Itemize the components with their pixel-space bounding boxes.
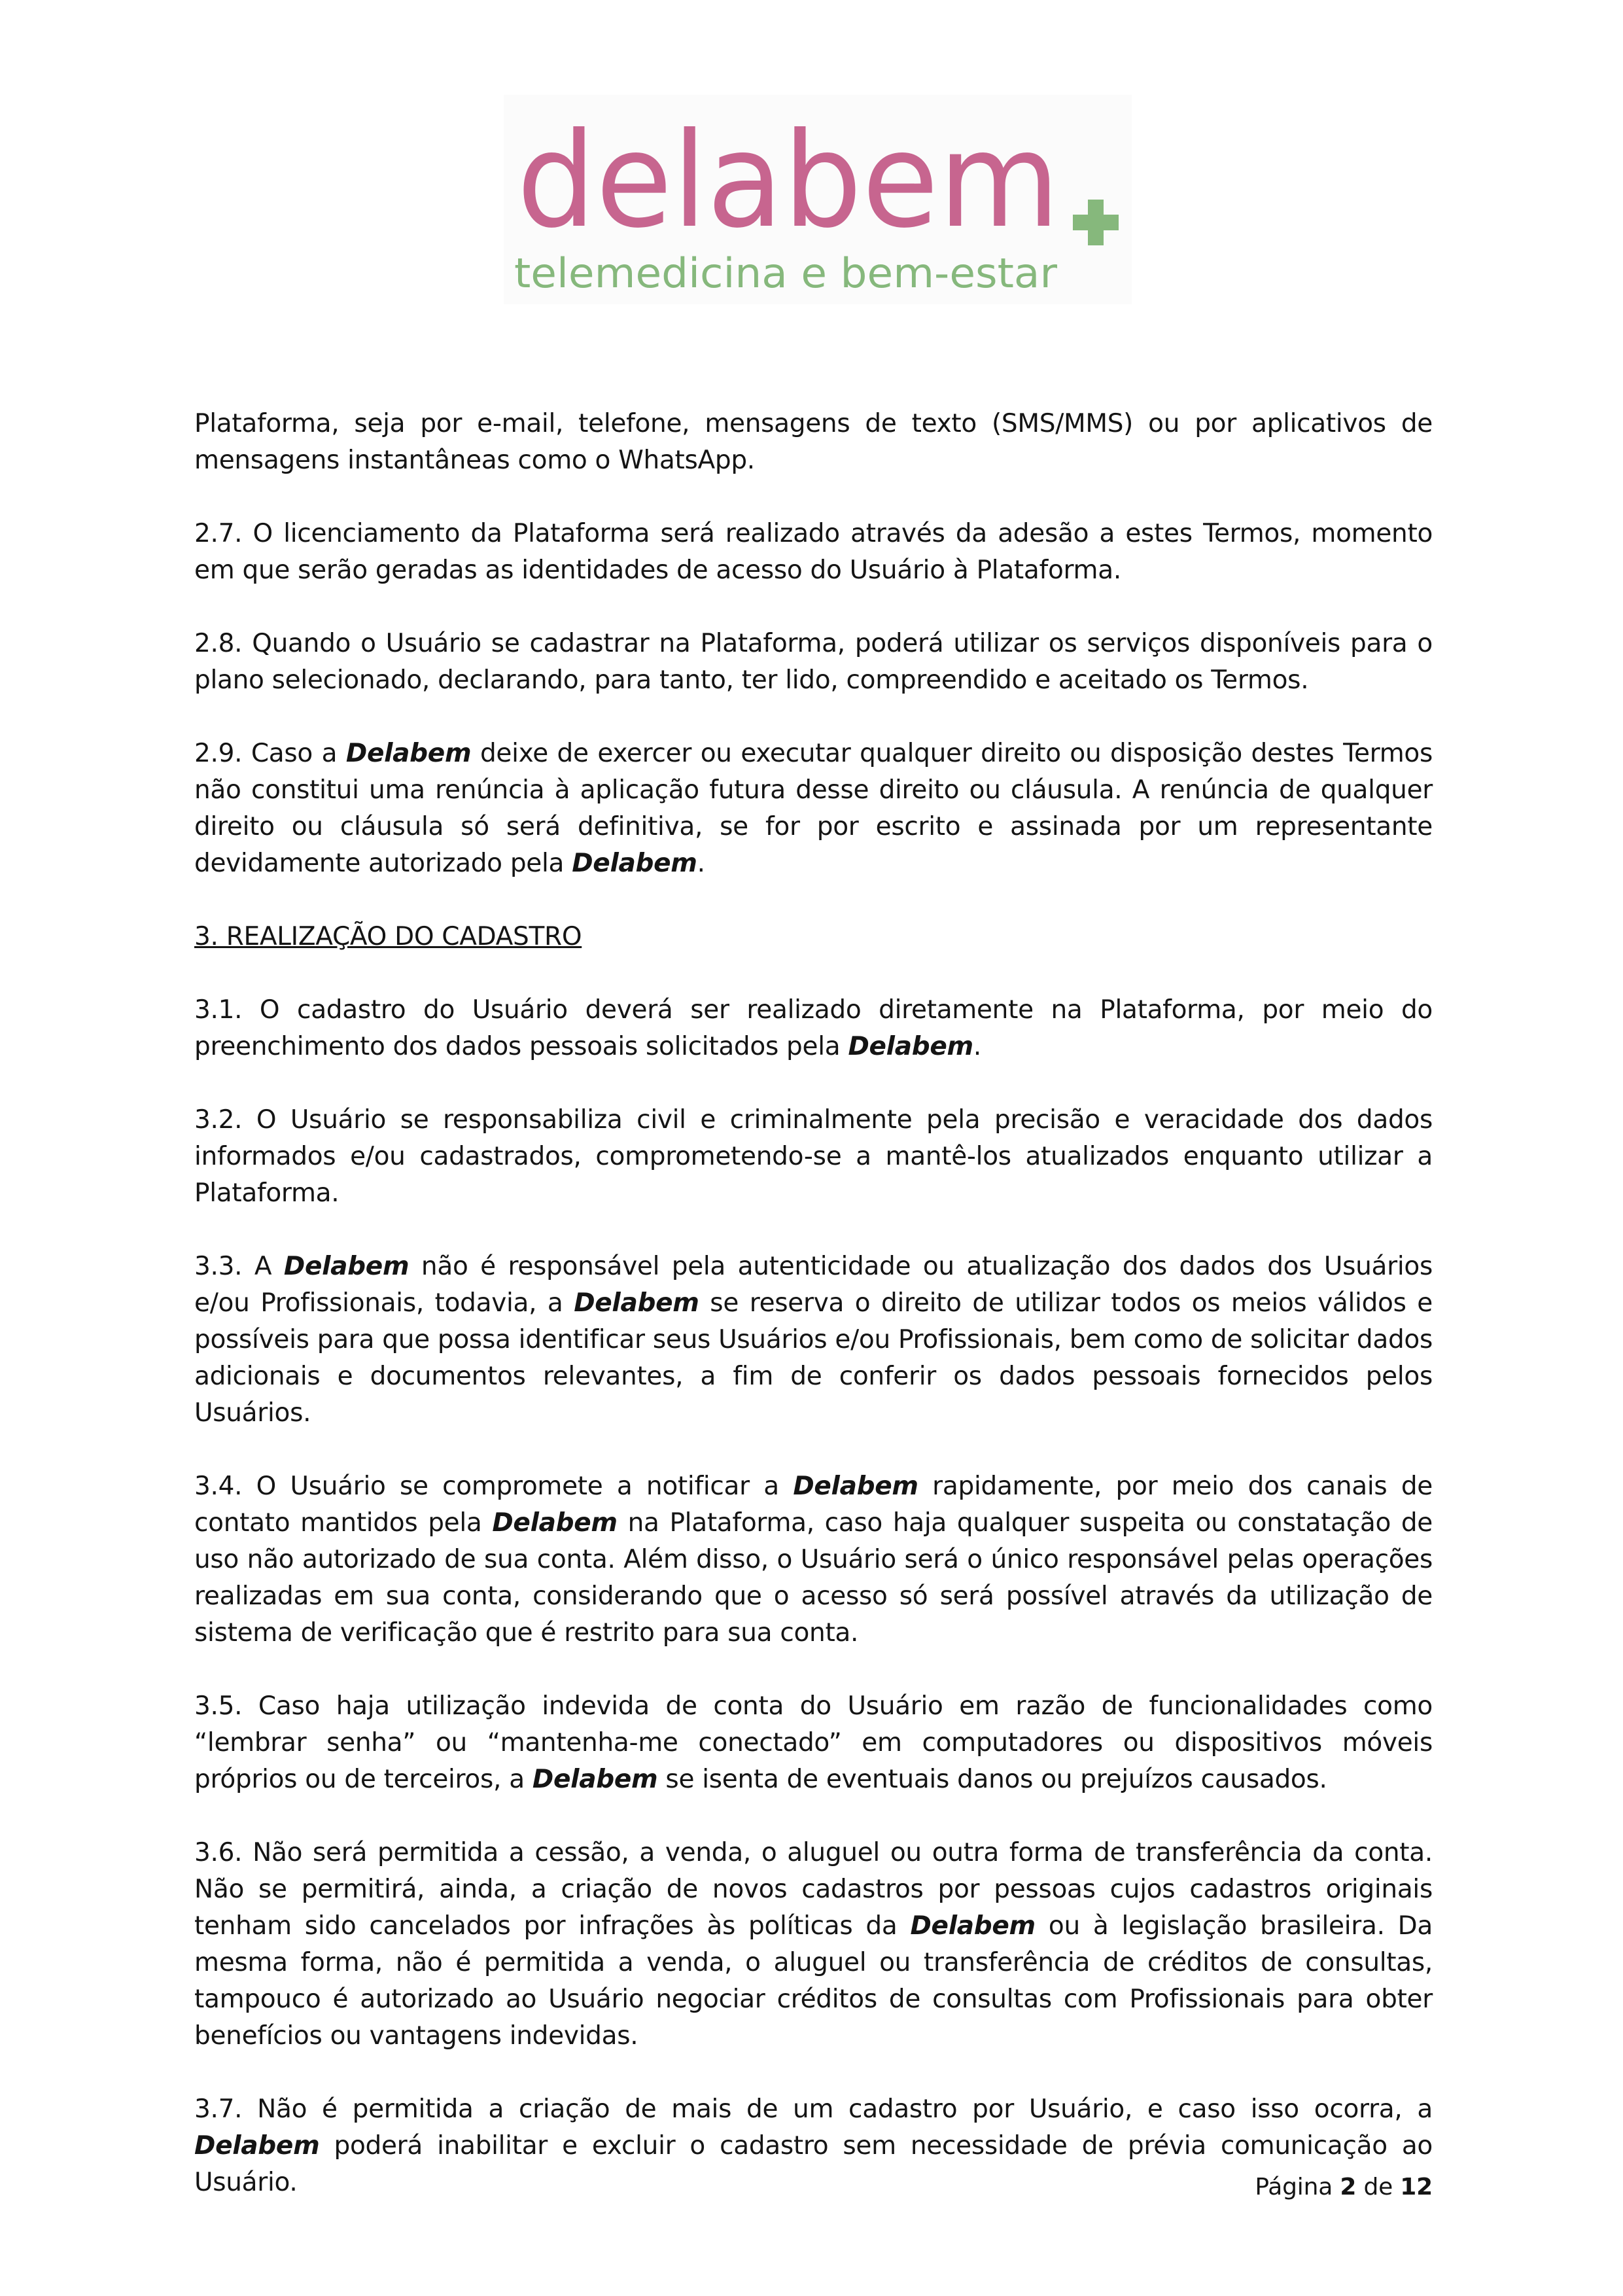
paragraph (194, 1468, 1433, 1651)
paragraph-text: Plataforma, seja por e-mail, telefone, mensagens de texto (SMS/MMS) ou por aplicativos de mensagens instantâneas como o WhatsApp. (194, 409, 1433, 475)
paragraph-text: . (973, 1032, 981, 1061)
paragraph (194, 626, 1433, 699)
page-number (1255, 2171, 1433, 2204)
paragraph (194, 735, 1433, 882)
paragraph-text: rapidamente, por meio dos canais de contato mantidos pela (194, 1472, 1433, 1538)
paragraph-text: 3.7. Não é permitida a criação de mais de um cadastro por Usuário, e caso isso ocorra, a (194, 2094, 1433, 2124)
logo-wordmark (504, 95, 1132, 252)
logo-wordmark-text: delabem (517, 105, 1060, 252)
paragraph-text: se isenta de eventuais danos ou prejuízos causados. (657, 1765, 1327, 1794)
paragraph-text: deixe de exercer ou executar qualquer direito ou disposição destes Termos não constitui uma renúncia à aplicação futura desse direito ou cláusula. A renúncia de qualquer direito ou cláusula só será definitiva, se for por escrito e assinada por um representante devidamente autorizado pela (194, 739, 1433, 878)
brand-name: Delabem (345, 739, 472, 768)
paragraph (194, 1688, 1433, 1798)
paragraph-text: 3.4. O Usuário se compromete a notificar a (194, 1472, 794, 1501)
delabem-logo (504, 95, 1132, 304)
paragraph (194, 992, 1433, 1065)
paragraph-text: 2.7. O licenciamento da Plataforma será realizado através da adesão a estes Termos, momento em que serão geradas as identidades de acesso do Usuário à Plataforma. (194, 519, 1433, 585)
paragraph-text: 3.6. Não será permitida a cessão, a venda, o aluguel ou outra forma de transferência da conta. Não se permitirá, ainda, a criação de novos cadastros por pessoas cujos cadastros originais tenham sido cancelados por infrações às políticas da (194, 1838, 1433, 1941)
paragraph-text: 2.9. Caso a (194, 739, 346, 768)
paragraph (194, 516, 1433, 589)
paragraph-text: 3.5. Caso haja utilização indevida de conta do Usuário em razão de funcionalidades como “lembrar senha” ou “mantenha-me conectado” em computadores ou dispositivos móveis próprios ou de terceiros, a (194, 1691, 1433, 1794)
logo-tagline (504, 247, 1132, 299)
paragraph (194, 1835, 1433, 2055)
page-number-prefix: Página (1255, 2174, 1340, 2200)
paragraph (194, 406, 1433, 479)
paragraph (194, 1248, 1433, 1432)
brand-name: Delabem (532, 1765, 658, 1794)
paragraph-text: ou à legislação brasileira. Da mesma forma, não é permitida a venda, o aluguel ou transferência de créditos de consultas, tampouco é autorizado ao Usuário negociar créditos de consultas com Profissionais para obter benefícios ou vantagens indevidas. (194, 1911, 1433, 2051)
brand-name: Delabem (194, 2131, 320, 2161)
paragraph (194, 2091, 1433, 2201)
page-number-total: 12 (1400, 2174, 1433, 2200)
paragraph-text: 3. REALIZAÇÃO DO CADASTRO (194, 922, 582, 951)
brand-name: Delabem (574, 1288, 699, 1318)
paragraph-text: na Plataforma, caso haja qualquer suspeita ou constatação de uso não autorizado de sua conta. Além disso, o Usuário será o único responsável pelas operações realizadas em sua conta, considerando que o acesso só será possível através da utilização de sistema de verificação que é restrito para sua conta. (194, 1508, 1433, 1648)
paragraph-text: não é responsável pela autenticidade ou atualização dos dados dos Usuários e/ou Profissionais, todavia, a (194, 1252, 1433, 1318)
document-body (194, 406, 1433, 2238)
paragraph-text: se reserva o direito de utilizar todos os meios válidos e possíveis para que possa identificar seus Usuários e/ou Profissionais, bem como de solicitar dados adicionais e documentos relevantes, a fim de conferir os dados pessoais fornecidos pelos Usuários. (194, 1288, 1433, 1428)
page-number-middle: de (1356, 2174, 1401, 2200)
paragraph-text: 3.2. O Usuário se responsabiliza civil e criminalmente pela precisão e veracidade dos dados informados e/ou cadastrados, comprometendo-se a mantê-los atualizados enquanto utilizar a Plataforma. (194, 1105, 1433, 1208)
brand-name: Delabem (910, 1911, 1036, 1941)
logo-tagline-text: telemedicina e bem-estar (514, 249, 1058, 297)
paragraph-text: 3.1. O cadastro do Usuário deverá ser realizado diretamente na Plataforma, por meio do preenchimento dos dados pessoais solicitados pela (194, 995, 1433, 1061)
paragraph-text: 2.8. Quando o Usuário se cadastrar na Plataforma, poderá utilizar os serviços disponíveis para o plano selecionado, declarando, para tanto, ter lido, compreendido e aceitado os Termos. (194, 629, 1433, 695)
paragraph-text: 3.3. A (194, 1252, 284, 1281)
brand-name: Delabem (572, 849, 697, 878)
section-heading (194, 919, 1433, 955)
brand-name: Delabem (492, 1508, 618, 1538)
paragraph-text: . (697, 849, 705, 878)
paragraph (194, 1102, 1433, 1212)
brand-name: Delabem (793, 1472, 918, 1501)
plus-icon (1066, 193, 1125, 252)
page-number-current: 2 (1340, 2174, 1357, 2200)
brand-name: Delabem (848, 1032, 973, 1061)
paragraph-text: poderá inabilitar e excluir o cadastro sem necessidade de prévia comunicação ao Usuário. (194, 2131, 1433, 2197)
brand-name: Delabem (283, 1252, 410, 1281)
